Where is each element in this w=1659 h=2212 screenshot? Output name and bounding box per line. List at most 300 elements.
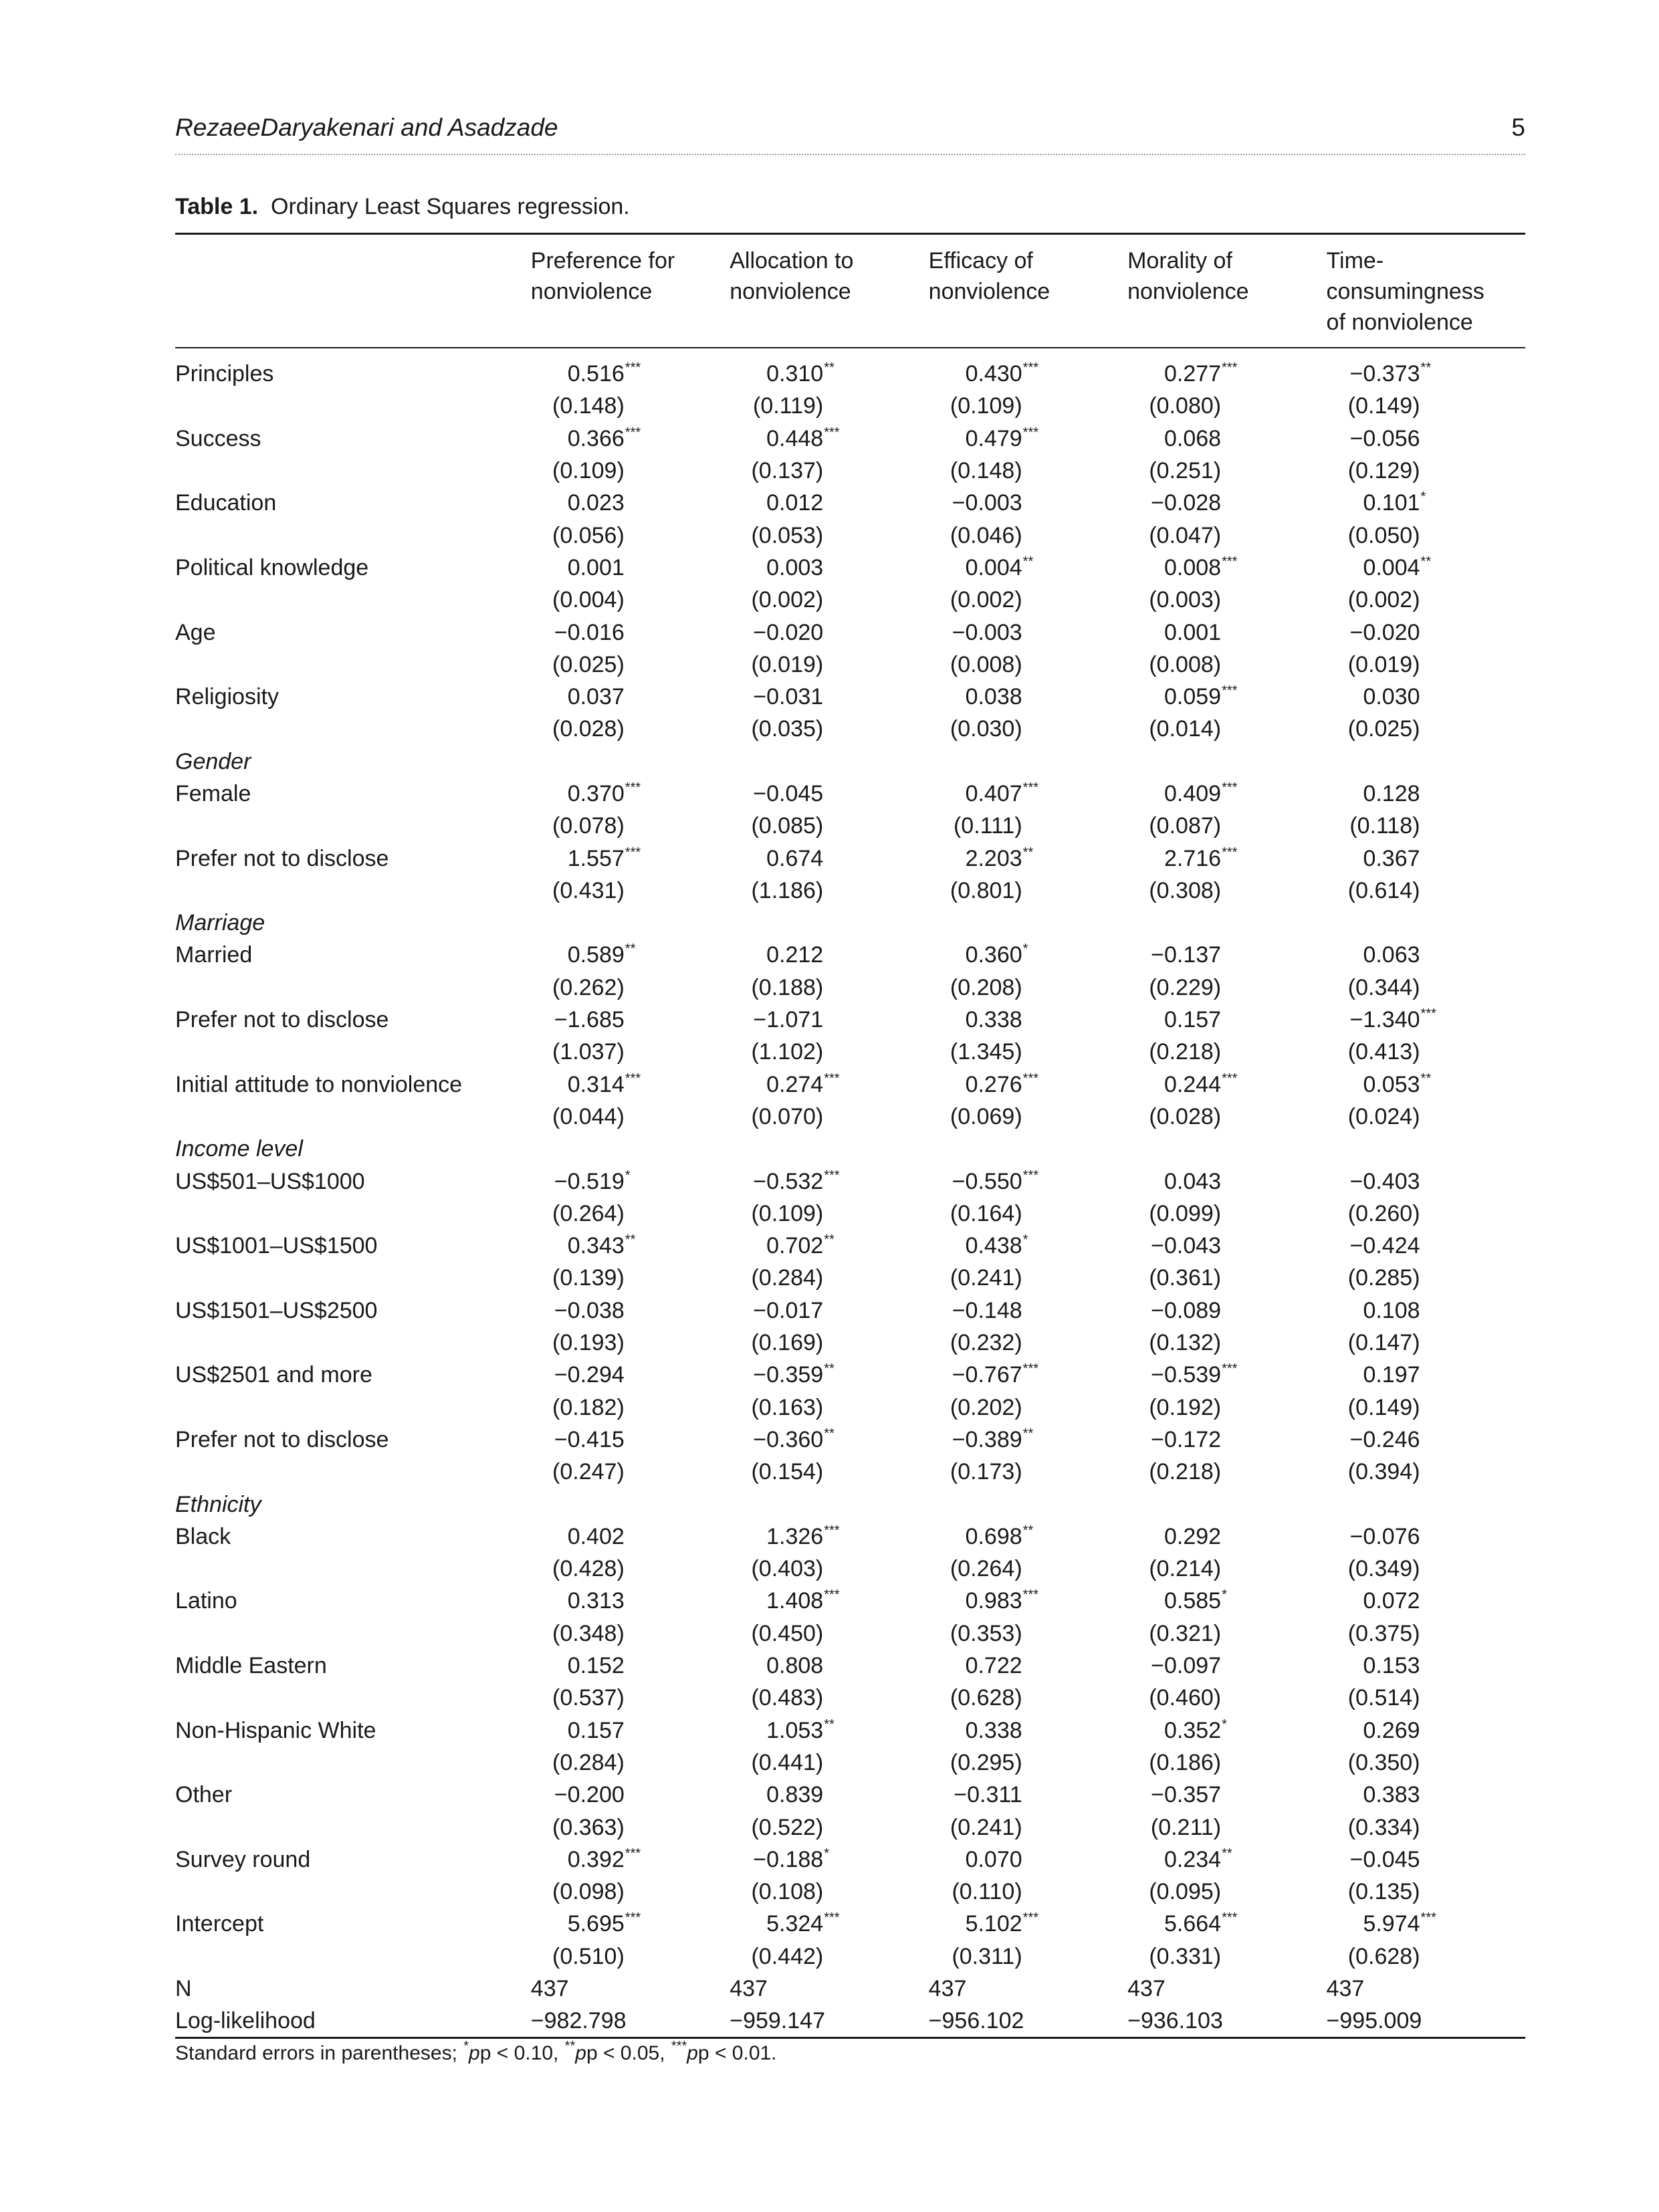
coefficient-value: −0.020 [1349,619,1420,645]
standard-error-cell: (0.264) [950,1556,1022,1582]
significance-stars: *** [1222,554,1238,569]
coefficient-cell [1327,1585,1525,1617]
row-label: US$2501 and more [175,1362,372,1388]
coefficient-value: 0.068 [1164,425,1222,451]
significance-stars: *** [625,1846,641,1861]
coefficient-cell [929,1521,1127,1553]
coefficient-value: 0.310 [766,361,824,387]
coefficient-cell [730,1359,928,1391]
coefficient-cell [929,1779,1127,1811]
row-label: Success [175,425,261,451]
standard-error-cell: (0.118) [1349,813,1420,839]
standard-error-cell: (0.218) [1149,1039,1222,1065]
coefficient-cell [1127,939,1326,971]
coefficient-cell [531,778,730,810]
coefficient-value: −0.045 [1349,1846,1420,1872]
significance-stars: ** [1420,554,1432,569]
coefficient-value: −0.246 [1349,1426,1420,1452]
coefficient-cell [1127,552,1326,584]
coefficient-cell [929,778,1127,810]
coefficient-value: 0.585 [1164,1588,1222,1614]
coefficient-value: −0.038 [554,1297,625,1323]
standard-error-cell: (0.211) [1150,1814,1222,1840]
coefficient-value: 1.408 [766,1588,824,1614]
standard-error-cell: (0.628) [1347,1943,1420,1969]
significance-stars: *** [1222,1910,1238,1926]
coefficient-value: 0.338 [965,1007,1022,1033]
coefficient-cell [531,1521,730,1553]
coefficient-value: 0.128 [1363,781,1420,806]
coefficient-value: 0.407 [965,781,1022,806]
coefficient-value: −0.767 [952,1362,1022,1388]
coefficient-cell [929,1359,1127,1391]
coefficient-value: −0.200 [554,1782,625,1808]
significance-stars: *** [1022,425,1039,440]
standard-error-cell: (0.251) [1149,458,1222,484]
standard-error-row [175,519,1525,551]
coefficient-value: 5.102 [965,1911,1022,1937]
table-row [175,1004,1525,1036]
significance-stars: *** [824,1910,840,1926]
coefficient-cell [929,487,1127,519]
standard-error-cell: (0.109) [552,458,625,484]
coefficient-value: 0.402 [567,1523,625,1549]
coefficient-value: 0.277 [1164,361,1222,387]
coefficient-value: −1.071 [753,1007,824,1033]
coefficient-cell [730,681,928,713]
standard-error-cell: (0.025) [552,651,625,677]
row-label: Non-Hispanic White [175,1717,376,1743]
coefficient-value: 0.438 [965,1233,1022,1259]
coefficient-cell [531,1908,730,1940]
row-label: Education [175,490,277,516]
standard-error-cell: (0.614) [1347,877,1420,903]
coefficient-value: −0.137 [1151,942,1222,968]
significance-stars: * [824,1846,830,1861]
significance-stars: ** [1022,845,1034,860]
coefficient-cell [531,1295,730,1327]
coefficient-cell [929,681,1127,713]
standard-error-row [175,1553,1525,1585]
coefficient-cell [929,1908,1127,1940]
coefficient-value: 0.012 [766,490,824,516]
standard-error-cell: (0.056) [552,522,625,548]
table-row [175,552,1525,584]
table-row [175,778,1525,810]
coefficient-value: 0.070 [965,1846,1022,1872]
coefficient-cell [730,1004,928,1036]
coefficient-value: −0.003 [952,619,1022,645]
coefficient-cell [1127,1230,1326,1262]
coefficient-cell [531,423,730,455]
standard-error-cell: (0.361) [1149,1265,1222,1291]
coefficient-cell [1327,1359,1525,1391]
coefficient-value: −0.188 [753,1846,824,1872]
table-row [175,1295,1525,1327]
standard-error-cell: (0.260) [1347,1200,1420,1226]
standard-error-cell: (0.413) [1347,1039,1420,1065]
table-header-row [175,234,1525,348]
coefficient-value: 0.276 [965,1071,1022,1097]
standard-error-cell: (0.132) [1149,1330,1222,1356]
standard-error-cell: (0.109) [751,1200,824,1226]
significance-stars: *** [824,425,840,440]
coefficient-value: 0.030 [1363,684,1420,710]
standard-error-cell: (0.135) [1347,1879,1420,1905]
standard-error-row [175,1101,1525,1133]
standard-error-cell: (0.044) [552,1103,625,1129]
coefficient-value: 0.313 [567,1588,625,1614]
coefficient-cell [929,1295,1127,1327]
standard-error-cell: (0.349) [1347,1556,1420,1582]
coefficient-cell [531,1165,730,1197]
significance-stars: *** [1022,1910,1039,1926]
standard-error-cell: (0.295) [950,1749,1022,1775]
coefficient-cell [1127,681,1326,713]
coefficient-cell [1327,1521,1525,1553]
significance-stars: ** [824,1232,835,1248]
standard-error-cell: (0.139) [552,1265,625,1291]
standard-error-cell: (0.262) [552,974,625,1000]
coefficient-cell [929,1585,1127,1617]
coefficient-value: 0.059 [1164,684,1222,710]
standard-error-cell: (0.035) [751,716,824,742]
coefficient-value: 0.063 [1363,942,1420,968]
footnote-p-text: p < 0.10, [479,2042,564,2064]
standard-error-cell: (0.311) [952,1943,1022,1969]
coefficient-cell [1127,842,1326,874]
stat-cell: 437 [1127,1975,1166,2001]
significance-stars: *** [625,780,641,795]
standard-error-cell: (0.441) [751,1749,824,1775]
row-label: Latino [175,1588,237,1614]
standard-error-cell: (1.186) [751,877,824,903]
coefficient-value: 0.808 [766,1653,824,1679]
standard-error-cell: (0.192) [1149,1394,1222,1420]
standard-error-cell: (0.801) [950,877,1022,903]
row-label: Prefer not to disclose [175,845,389,871]
standard-error-row [175,1682,1525,1714]
standard-error-cell: (0.428) [552,1556,625,1582]
significance-stars: *** [625,1071,641,1086]
row-label: Ethnicity [175,1491,261,1517]
coefficient-cell [730,1650,928,1682]
coefficient-value: 0.722 [965,1653,1022,1679]
standard-error-cell: (0.247) [552,1459,625,1485]
significance-stars: *** [625,360,641,376]
standard-error-cell: (0.008) [950,651,1022,677]
standard-error-row [175,455,1525,487]
standard-error-cell: (0.285) [1347,1265,1420,1291]
significance-stars: ** [824,1361,835,1377]
table-body [175,348,1525,2038]
coefficient-cell [730,1424,928,1456]
coefficient-value: 0.244 [1164,1071,1222,1097]
coefficient-cell [929,1230,1127,1262]
significance-stars: ** [824,1426,835,1441]
coefficient-cell [531,348,730,390]
standard-error-cell: (0.110) [952,1879,1022,1905]
coefficient-value: −0.389 [952,1426,1022,1452]
significance-stars: *** [625,425,641,440]
column-header: Preference for nonviolence [531,234,730,348]
standard-error-cell: (0.002) [950,587,1022,613]
standard-error-row [175,1747,1525,1779]
significance-stars: *** [1022,1168,1039,1183]
coefficient-value: −0.550 [952,1168,1022,1194]
coefficient-value: −0.519 [554,1168,625,1194]
significance-stars: * [1022,942,1028,957]
coefficient-value: 0.383 [1363,1782,1420,1808]
standard-error-cell: (0.053) [751,522,824,548]
significance-stars: *** [1222,683,1238,699]
standard-error-cell: (0.375) [1347,1620,1420,1646]
standard-error-cell: (0.002) [751,587,824,613]
coefficient-cell [730,939,928,971]
standard-error-row [175,972,1525,1004]
coefficient-cell [1327,616,1525,648]
coefficient-value: 1.557 [567,845,625,871]
running-title: RezaeeDaryakenari and Asadzade [175,114,558,141]
standard-error-cell: (0.129) [1347,458,1420,484]
coefficient-cell [531,1424,730,1456]
standard-error-cell: (0.214) [1149,1556,1222,1582]
significance-stars: *** [1222,360,1238,376]
coefficient-value: 0.698 [965,1523,1022,1549]
coefficient-value: −0.373 [1349,361,1420,387]
coefficient-cell [531,1585,730,1617]
standard-error-cell: (0.164) [950,1200,1022,1226]
standard-error-cell: (0.078) [552,813,625,839]
coefficient-cell [531,552,730,584]
column-header: Allocation to nonviolence [730,234,928,348]
coefficient-cell [1327,939,1525,971]
coefficient-value: 0.338 [965,1717,1022,1743]
stat-cell: −982.798 [531,2005,730,2038]
coefficient-value: 0.367 [1363,845,1420,871]
standard-error-cell: (0.202) [950,1394,1022,1420]
standard-error-cell: (0.109) [950,393,1022,419]
standard-error-row [175,1456,1525,1488]
significance-stars: *** [625,1910,641,1926]
coefficient-value: −0.311 [954,1782,1022,1808]
standard-error-cell: (0.308) [1149,877,1222,903]
standard-error-cell: (0.182) [552,1394,625,1420]
coefficient-cell [1327,842,1525,874]
standard-error-row [175,1941,1525,1973]
coefficient-cell [531,1650,730,1682]
significance-stars: ** [1022,554,1034,569]
coefficient-cell [1327,778,1525,810]
standard-error-cell: (0.119) [753,393,824,419]
standard-error-row [175,875,1525,907]
standard-error-cell: (0.028) [1149,1103,1222,1129]
coefficient-value: 0.004 [1363,554,1420,580]
coefficient-cell [1327,1165,1525,1197]
coefficient-value: 0.023 [567,490,625,516]
standard-error-cell: (0.030) [950,716,1022,742]
significance-stars: ** [824,360,835,376]
standard-error-cell: (0.099) [1149,1200,1222,1226]
coefficient-cell [1327,552,1525,584]
standard-error-cell: (0.403) [751,1556,824,1582]
standard-error-row [175,1036,1525,1068]
coefficient-cell [730,1779,928,1811]
significance-stars: ** [625,1232,636,1248]
stat-cell: 437 [928,1975,967,2001]
row-label: Prefer not to disclose [175,1007,389,1033]
coefficient-cell [531,681,730,713]
coefficient-value: 0.430 [965,361,1022,387]
coefficient-value: 0.001 [567,554,625,580]
coefficient-value: 0.001 [1164,619,1222,645]
coefficient-value: 0.269 [1363,1717,1420,1743]
standard-error-cell: (0.284) [751,1265,824,1291]
row-label: Political knowledge [175,554,369,580]
standard-error-cell: (0.098) [552,1879,625,1905]
coefficient-cell [531,1844,730,1876]
coefficient-cell [531,487,730,519]
coefficient-cell [730,1295,928,1327]
coefficient-cell [1327,1230,1525,1262]
coefficient-value: −0.415 [554,1426,625,1452]
coefficient-cell [929,616,1127,648]
significance-stars: *** [1420,1910,1436,1926]
standard-error-cell: (0.344) [1347,974,1420,1000]
significance-stars: *** [1222,845,1238,860]
significance-stars: ** [625,942,636,957]
coefficient-value: 0.392 [567,1846,625,1872]
row-label: Black [175,1523,231,1549]
coefficient-value: 0.197 [1363,1362,1420,1388]
coefficient-cell [1127,1714,1326,1746]
coefficient-value: 1.053 [766,1717,824,1743]
significance-stars: ** [1420,1071,1432,1086]
row-label: Survey round [175,1846,311,1872]
coefficient-cell [929,1069,1127,1101]
standard-error-cell: (0.111) [953,813,1022,839]
row-label: Other [175,1782,233,1808]
table-row [175,1650,1525,1682]
table-row [175,939,1525,971]
standard-error-cell: (0.169) [751,1330,824,1356]
regression-table [175,233,1525,2039]
coefficient-value: 0.343 [567,1233,625,1259]
coefficient-cell [1327,1004,1525,1036]
coefficient-cell [929,348,1127,390]
coefficient-cell [730,616,928,648]
coefficient-value: −0.424 [1349,1233,1420,1259]
coefficient-cell [730,778,928,810]
coefficient-value: 5.695 [567,1911,625,1937]
table-title: Ordinary Least Squares regression. [271,194,630,219]
coefficient-value: −0.172 [1151,1426,1222,1452]
significance-stars: * [625,1168,631,1183]
coefficient-cell [1327,487,1525,519]
coefficient-cell [1127,778,1326,810]
coefficient-value: −0.045 [753,781,824,806]
coefficient-value: 0.983 [965,1588,1022,1614]
standard-error-cell: (0.008) [1149,651,1222,677]
coefficient-cell [929,842,1127,874]
coefficient-value: 0.043 [1164,1168,1222,1194]
coefficient-cell [730,1230,928,1262]
coefficient-value: −0.020 [753,619,824,645]
coefficient-value: −0.360 [753,1426,824,1452]
coefficient-cell [1327,423,1525,455]
group-header-row [175,907,1525,939]
standard-error-cell: (0.232) [950,1330,1022,1356]
coefficient-value: 0.234 [1164,1846,1222,1872]
stat-cell: −956.102 [929,2005,1127,2038]
standard-error-cell: (0.014) [1149,716,1222,742]
significance-stars: *** [824,1071,840,1086]
standard-error-cell: (0.069) [950,1103,1022,1129]
significance-stars: *** [824,1587,840,1603]
row-label: Principles [175,361,274,387]
coefficient-cell [929,1165,1127,1197]
standard-error-cell: (0.070) [751,1103,824,1129]
standard-error-cell: (1.345) [950,1039,1022,1065]
coefficient-value: −0.076 [1349,1523,1420,1549]
coefficient-cell [1127,487,1326,519]
standard-error-row [175,1392,1525,1424]
table-row [175,348,1525,390]
running-header [175,112,1525,155]
coefficient-value: −0.532 [753,1168,824,1194]
stat-cell: −959.147 [730,2005,928,2038]
significance-stars: ** [1022,1523,1034,1538]
stat-cell: 437 [1326,1975,1365,2001]
standard-error-cell: (0.514) [1347,1685,1420,1711]
standard-error-cell: (0.024) [1347,1103,1420,1129]
coefficient-value: −0.056 [1349,425,1420,451]
significance-stars: ** [1420,360,1432,376]
row-label: Religiosity [175,684,279,710]
standard-error-cell: (0.193) [552,1330,625,1356]
coefficient-cell [1327,1844,1525,1876]
significance-stars: *** [1222,780,1238,795]
coefficient-value: −0.017 [753,1297,824,1323]
coefficient-value: 0.292 [1164,1523,1222,1549]
row-label: Marriage [175,910,265,936]
standard-error-cell: (0.218) [1149,1459,1222,1485]
significance-stars: *** [625,845,641,860]
coefficient-value: −0.357 [1151,1782,1222,1808]
coefficient-cell [531,1230,730,1262]
coefficient-cell [929,423,1127,455]
standard-error-cell: (0.460) [1149,1685,1222,1711]
table-row [175,1714,1525,1746]
coefficient-value: 0.314 [567,1071,625,1097]
coefficient-cell [1127,1908,1326,1940]
coefficient-value: 5.664 [1164,1911,1222,1937]
coefficient-value: 0.003 [766,554,824,580]
coefficient-cell [531,1714,730,1746]
standard-error-cell: (0.050) [1347,522,1420,548]
column-header: Efficacy of nonviolence [929,234,1127,348]
table-row [175,1069,1525,1101]
coefficient-cell [929,939,1127,971]
coefficient-cell [730,423,928,455]
stat-cell: 437 [530,1975,569,2001]
standard-error-cell: (0.046) [950,522,1022,548]
row-label: Gender [175,748,251,774]
coefficient-cell [929,552,1127,584]
significance-stars: * [1420,489,1426,505]
coefficient-value: 0.370 [567,781,625,806]
standard-error-row [175,1618,1525,1650]
